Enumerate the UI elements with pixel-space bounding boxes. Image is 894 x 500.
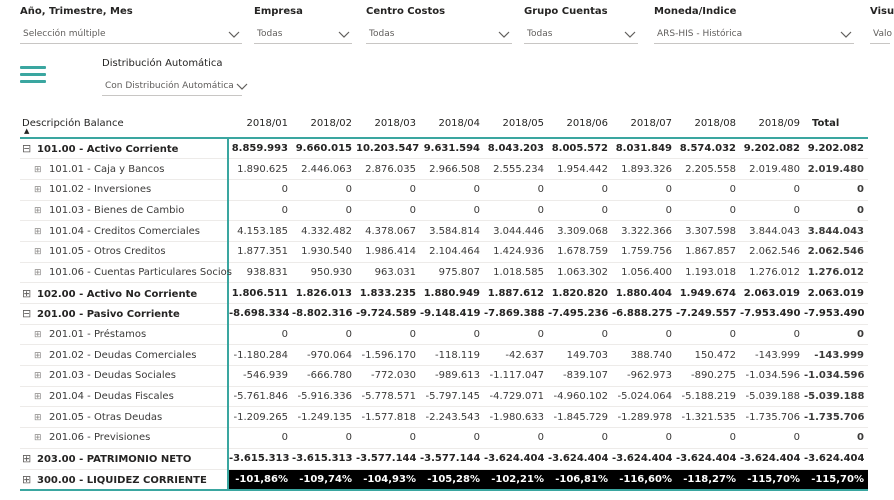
table-cell: 0	[484, 324, 548, 345]
row-header	[20, 407, 228, 428]
row-header	[20, 386, 228, 407]
table-cell: -109,74%	[292, 469, 356, 490]
table-cell: 0	[676, 179, 740, 200]
slicer-title: Visu	[870, 6, 894, 17]
table-cell: -1.209.265	[228, 407, 292, 428]
table-cell: -3.615.313	[228, 448, 292, 469]
table-cell: -1.735.706	[740, 407, 804, 428]
table-cell: -104,93%	[356, 469, 420, 490]
table-cell: 10.203.547	[356, 138, 420, 159]
table-cell: -42.637	[484, 345, 548, 366]
column-header-2018-07[interactable]: 2018/07	[612, 110, 676, 138]
table-cell: -772.030	[356, 366, 420, 387]
table-cell: 1.276.012	[740, 262, 804, 283]
table-cell: -1.180.284	[228, 345, 292, 366]
slicer-title: Distribución Automática	[102, 58, 223, 69]
table-row	[20, 366, 868, 387]
slicer-periodo	[20, 4, 242, 44]
table-cell: -8.698.334	[228, 304, 292, 325]
table-row	[20, 469, 868, 490]
table-cell: -106,81%	[548, 469, 612, 490]
table-cell: -5.916.336	[292, 386, 356, 407]
row-label: 101.05 - Otros Creditos	[49, 246, 166, 258]
table-cell: -1.289.978	[612, 407, 676, 428]
slicer-value: Valo	[873, 29, 892, 39]
chevron-down-icon	[838, 28, 854, 40]
table-cell: -1.249.135	[292, 407, 356, 428]
moneda-dropdown[interactable]	[654, 25, 854, 44]
table-cell: 2.446.063	[292, 159, 356, 180]
slicer-title: Centro Costos	[366, 6, 446, 17]
table-cell: -546.939	[228, 366, 292, 387]
table-cell: -7.953.490	[740, 304, 804, 325]
table-cell: 1.887.612	[484, 283, 548, 304]
chevron-down-icon	[496, 28, 512, 40]
total-cell: -143.999	[804, 345, 868, 366]
table-cell: -5.024.064	[612, 386, 676, 407]
row-label: 201.06 - Previsiones	[49, 432, 151, 444]
expand-icon[interactable]: ⊞	[34, 350, 42, 361]
distribucion-dropdown[interactable]	[102, 77, 242, 96]
chevron-down-icon	[336, 28, 352, 40]
expand-icon[interactable]: ⊞	[34, 205, 42, 216]
table-cell: -9.148.419	[420, 304, 484, 325]
table-cell: 0	[420, 200, 484, 221]
table-cell: -115,70%	[740, 469, 804, 490]
table-cell: -118,27%	[676, 469, 740, 490]
table-cell: 2.104.464	[420, 241, 484, 262]
table-cell: 2.063.019	[740, 283, 804, 304]
table-row	[20, 304, 868, 325]
table-cell: 1.806.511	[228, 283, 292, 304]
total-cell: -3.624.404	[804, 448, 868, 469]
row-header	[20, 428, 228, 449]
row-header	[20, 366, 228, 387]
slicer-value: ARS-HIS - Histórica	[657, 29, 743, 39]
table-cell: 0	[420, 324, 484, 345]
table-cell: -1.034.596	[740, 366, 804, 387]
row-label: 101.01 - Caja y Bancos	[49, 163, 165, 175]
table-cell: 0	[740, 200, 804, 221]
table-cell: -102,21%	[484, 469, 548, 490]
table-cell: -839.107	[548, 366, 612, 387]
table-row	[20, 262, 868, 283]
column-header-2018-01[interactable]: 2018/01	[228, 110, 292, 138]
table-cell: -3.624.404	[612, 448, 676, 469]
expand-icon[interactable]: ⊞	[34, 226, 42, 237]
table-cell: 3.584.814	[420, 221, 484, 242]
balance-matrix	[20, 110, 890, 491]
column-header-2018-08[interactable]: 2018/08	[676, 110, 740, 138]
table-cell: -7.495.236	[548, 304, 612, 325]
table-cell: 1.678.759	[548, 241, 612, 262]
collapse-icon[interactable]: ⊟	[22, 307, 32, 321]
table-row	[20, 407, 868, 428]
slicer-moneda	[654, 4, 854, 44]
table-row	[20, 324, 868, 345]
table-cell: 0	[228, 428, 292, 449]
total-cell: 1.276.012	[804, 262, 868, 283]
table-cell: -1.577.818	[356, 407, 420, 428]
table-cell: -5.797.145	[420, 386, 484, 407]
table-cell: -890.275	[676, 366, 740, 387]
table-cell: 2.876.035	[356, 159, 420, 180]
table-cell: 1.759.756	[612, 241, 676, 262]
table-cell: 0	[612, 179, 676, 200]
row-label: 101.04 - Creditos Comerciales	[49, 225, 200, 237]
table-cell: 3.307.598	[676, 221, 740, 242]
row-label: 201.01 - Préstamos	[49, 329, 147, 341]
expand-icon[interactable]: ⊞	[34, 433, 42, 444]
table-cell: 0	[356, 200, 420, 221]
expand-icon[interactable]: ⊞	[34, 164, 42, 175]
table-cell: -962.973	[612, 366, 676, 387]
row-header	[20, 345, 228, 366]
row-header	[20, 262, 232, 283]
table-cell: 0	[548, 200, 612, 221]
table-cell: 975.807	[420, 262, 484, 283]
table-cell: 0	[292, 324, 356, 345]
table-cell: -3.624.404	[484, 448, 548, 469]
expand-icon[interactable]: ⊞	[34, 267, 42, 278]
table-cell: 388.740	[612, 345, 676, 366]
table-cell: 0	[356, 179, 420, 200]
total-cell: -1.735.706	[804, 407, 868, 428]
table-cell: -116,60%	[612, 469, 676, 490]
menu-bar	[20, 80, 46, 83]
slicer-centro-costos	[366, 4, 512, 44]
table-row	[20, 221, 868, 242]
total-cell: -7.953.490	[804, 304, 868, 325]
table-row	[20, 138, 868, 159]
table-cell: -3.624.404	[548, 448, 612, 469]
row-label: 201.02 - Deudas Comerciales	[49, 349, 197, 361]
row-header	[20, 448, 228, 469]
table-cell: 0	[548, 428, 612, 449]
row-header	[20, 304, 228, 325]
table-cell: -2.243.543	[420, 407, 484, 428]
table-cell: -1.596.170	[356, 345, 420, 366]
centro-costos-dropdown[interactable]	[366, 25, 512, 44]
table-cell: 1.880.404	[612, 283, 676, 304]
expand-icon[interactable]: ⊞	[34, 392, 42, 403]
column-header-2018-03[interactable]: 2018/03	[356, 110, 420, 138]
table-cell: -6.888.275	[612, 304, 676, 325]
table-cell: -3.577.144	[356, 448, 420, 469]
table-cell: 0	[484, 179, 548, 200]
table-cell: 1.890.625	[228, 159, 292, 180]
slicer-grupo-cuentas	[524, 4, 638, 44]
table-cell: 1.877.351	[228, 241, 292, 262]
chevron-down-icon	[622, 28, 638, 40]
table-cell: 0	[356, 428, 420, 449]
row-label: 300.00 - LIQUIDEZ CORRIENTE	[37, 474, 207, 486]
table-cell: 3.844.043	[740, 221, 804, 242]
total-cell: -115,70%	[804, 469, 868, 490]
slicer-value: Selección múltiple	[23, 29, 106, 39]
menu-bar	[20, 73, 46, 76]
row-label: 201.00 - Pasivo Corriente	[37, 309, 180, 321]
slicer-value: Todas	[257, 29, 283, 39]
grupo-cuentas-dropdown[interactable]	[524, 25, 638, 44]
table-cell: 0	[612, 428, 676, 449]
table-cell: 149.703	[548, 345, 612, 366]
table-cell: -970.064	[292, 345, 356, 366]
table-cell: -5.039.188	[740, 386, 804, 407]
total-cell: 9.202.082	[804, 138, 868, 159]
table-cell: 0	[740, 428, 804, 449]
expand-icon[interactable]: ⊞	[34, 330, 42, 341]
expand-icon[interactable]: ⊞	[34, 247, 42, 258]
total-cell: 0	[804, 324, 868, 345]
table-cell: 0	[484, 200, 548, 221]
table-cell: 1.954.442	[548, 159, 612, 180]
row-label: 101.03 - Bienes de Cambio	[49, 204, 185, 216]
row-header	[20, 241, 228, 262]
table-cell: 1.880.949	[420, 283, 484, 304]
expand-icon[interactable]: ⊞	[34, 371, 42, 382]
row-label: 201.03 - Deudas Sociales	[49, 370, 177, 382]
table-header-row	[20, 110, 868, 138]
table-cell: 3.322.366	[612, 221, 676, 242]
row-label: 201.05 - Otras Deudas	[49, 411, 163, 423]
table-cell: 2.062.546	[740, 241, 804, 262]
table-cell: 9.631.594	[420, 138, 484, 159]
table-cell: -9.724.589	[356, 304, 420, 325]
table-cell: -3.624.404	[740, 448, 804, 469]
table-cell: 0	[676, 200, 740, 221]
sort-ascending-icon: ▲	[24, 127, 30, 135]
table-cell: 0	[612, 200, 676, 221]
slicer-value: Con Distribución Automática	[105, 81, 234, 91]
table-cell: -4.729.071	[484, 386, 548, 407]
table-cell: 1.833.235	[356, 283, 420, 304]
table-cell: 0	[420, 179, 484, 200]
slicer-distribucion	[102, 56, 242, 96]
total-cell: 0	[804, 428, 868, 449]
column-header-2018-02[interactable]: 2018/02	[292, 110, 356, 138]
column-header-total[interactable]: Total	[804, 110, 868, 138]
table-cell: 0	[292, 179, 356, 200]
table-row	[20, 283, 868, 304]
table-row	[20, 159, 868, 180]
table-row	[20, 345, 868, 366]
table-cell: -4.960.102	[548, 386, 612, 407]
table-cell: 4.153.185	[228, 221, 292, 242]
expand-icon[interactable]: ⊞	[34, 412, 42, 423]
table-cell: 9.660.015	[292, 138, 356, 159]
table-cell: -8.802.316	[292, 304, 356, 325]
table-cell: 1.949.674	[676, 283, 740, 304]
table-cell: 8.005.572	[548, 138, 612, 159]
table-cell: -1.980.633	[484, 407, 548, 428]
table-row	[20, 200, 868, 221]
table-cell: -5.778.571	[356, 386, 420, 407]
table-cell: 0	[548, 179, 612, 200]
table-cell: -101,86%	[228, 469, 292, 490]
expand-icon[interactable]: ⊞	[22, 452, 32, 466]
row-header	[20, 283, 228, 304]
row-label: 102.00 - Activo No Corriente	[37, 288, 198, 300]
table-cell: 1.826.013	[292, 283, 356, 304]
table-row	[20, 448, 868, 469]
table-cell: 963.031	[356, 262, 420, 283]
menu-icon[interactable]	[20, 66, 46, 84]
table-cell: -7.869.388	[484, 304, 548, 325]
table-cell: 0	[228, 200, 292, 221]
table-cell: 1.820.820	[548, 283, 612, 304]
table-cell: 1.867.857	[676, 241, 740, 262]
row-header	[20, 179, 228, 200]
table-cell: 0	[548, 324, 612, 345]
table-cell: 2.555.234	[484, 159, 548, 180]
expand-icon[interactable]: ⊞	[34, 185, 42, 196]
total-cell: -5.039.188	[804, 386, 868, 407]
slicer-title: Moneda/Indice	[654, 6, 737, 17]
chevron-down-icon	[234, 80, 250, 92]
row-label: 201.04 - Deudas Fiscales	[49, 391, 174, 403]
row-header	[20, 138, 228, 159]
table-cell: -1.117.047	[484, 366, 548, 387]
table-cell: -3.615.313	[292, 448, 356, 469]
table-cell: 0	[740, 324, 804, 345]
total-cell: 3.844.043	[804, 221, 868, 242]
table-cell: -143.999	[740, 345, 804, 366]
row-label: 203.00 - PATRIMONIO NETO	[37, 454, 192, 466]
row-header	[20, 200, 228, 221]
table-row	[20, 386, 868, 407]
slicer-value: Todas	[369, 29, 395, 39]
table-cell: 0	[228, 324, 292, 345]
slicer-title: Año, Trimestre, Mes	[20, 6, 133, 17]
table-cell: 8.043.203	[484, 138, 548, 159]
table-cell: 3.044.446	[484, 221, 548, 242]
expand-icon[interactable]: ⊞	[22, 472, 32, 486]
row-label: 101.00 - Activo Corriente	[37, 144, 179, 156]
row-label: 101.06 - Cuentas Particulares Socios	[49, 266, 232, 278]
slicer-empresa	[254, 4, 352, 44]
column-header-2018-06[interactable]: 2018/06	[548, 110, 612, 138]
total-cell: 0	[804, 179, 868, 200]
table-cell: -3.577.144	[420, 448, 484, 469]
table-cell: 150.472	[676, 345, 740, 366]
table-body	[20, 138, 868, 490]
table-cell: 2.019.480	[740, 159, 804, 180]
table-cell: 3.309.068	[548, 221, 612, 242]
total-cell: 0	[804, 200, 868, 221]
column-header-label: Descripción Balance	[22, 118, 124, 129]
row-header	[20, 159, 228, 180]
table-cell: 1.424.936	[484, 241, 548, 262]
empresa-dropdown[interactable]	[254, 25, 352, 44]
row-header	[20, 221, 228, 242]
table-cell: 1.063.302	[548, 262, 612, 283]
table-cell: 4.332.482	[292, 221, 356, 242]
table-cell: 2.205.558	[676, 159, 740, 180]
row-header	[20, 324, 228, 345]
slicer-value: Todas	[527, 29, 553, 39]
table-cell: 9.202.082	[740, 138, 804, 159]
column-header-descripcion[interactable]	[20, 110, 228, 138]
collapse-icon[interactable]: ⊟	[22, 142, 32, 156]
slicer-title: Empresa	[254, 6, 303, 17]
table-cell: -3.624.404	[676, 448, 740, 469]
table-cell: -5.188.219	[676, 386, 740, 407]
column-header-2018-05[interactable]: 2018/05	[484, 110, 548, 138]
table-cell: -1.321.535	[676, 407, 740, 428]
total-cell: 2.019.480	[804, 159, 868, 180]
table-cell: -989.613	[420, 366, 484, 387]
table-cell: 0	[292, 428, 356, 449]
table-cell: -118.119	[420, 345, 484, 366]
table-cell: 1.193.018	[676, 262, 740, 283]
slicer-visualizacion	[870, 4, 894, 44]
total-cell: 2.063.019	[804, 283, 868, 304]
table-cell: -666.780	[292, 366, 356, 387]
table-cell: 938.831	[228, 262, 292, 283]
slicer-title: Grupo Cuentas	[524, 6, 608, 17]
balance-table	[20, 110, 868, 491]
column-header-2018-09[interactable]: 2018/09	[740, 110, 804, 138]
table-cell: -105,28%	[420, 469, 484, 490]
table-cell: 1.893.326	[612, 159, 676, 180]
menu-bar	[20, 66, 46, 69]
table-cell: 0	[676, 428, 740, 449]
chevron-down-icon	[226, 28, 242, 40]
table-cell: 8.574.032	[676, 138, 740, 159]
table-row	[20, 428, 868, 449]
table-cell: 1.930.540	[292, 241, 356, 262]
table-cell: 1.056.400	[612, 262, 676, 283]
table-cell: 0	[420, 428, 484, 449]
column-header-2018-04[interactable]: 2018/04	[420, 110, 484, 138]
total-cell: 2.062.546	[804, 241, 868, 262]
table-cell: -5.761.846	[228, 386, 292, 407]
table-cell: 8.031.849	[612, 138, 676, 159]
table-cell: 0	[740, 179, 804, 200]
table-cell: 2.966.508	[420, 159, 484, 180]
row-label: 101.02 - Inversiones	[49, 184, 152, 196]
table-cell: 1.986.414	[356, 241, 420, 262]
table-cell: 8.859.993	[228, 138, 292, 159]
table-cell: -7.249.557	[676, 304, 740, 325]
expand-icon[interactable]: ⊞	[22, 286, 32, 300]
table-cell: 950.930	[292, 262, 356, 283]
table-cell: 0	[292, 200, 356, 221]
table-cell: 4.378.067	[356, 221, 420, 242]
table-row	[20, 179, 868, 200]
table-cell: 0	[612, 324, 676, 345]
table-cell: -1.845.729	[548, 407, 612, 428]
table-cell: 0	[228, 179, 292, 200]
table-cell: 0	[676, 324, 740, 345]
table-row	[20, 241, 868, 262]
table-cell: 1.018.585	[484, 262, 548, 283]
table-cell: 0	[356, 324, 420, 345]
total-cell: -1.034.596	[804, 366, 868, 387]
row-header	[20, 469, 228, 490]
visualizacion-dropdown[interactable]	[870, 25, 890, 44]
periodo-dropdown[interactable]	[20, 25, 242, 44]
table-cell: 0	[484, 428, 548, 449]
